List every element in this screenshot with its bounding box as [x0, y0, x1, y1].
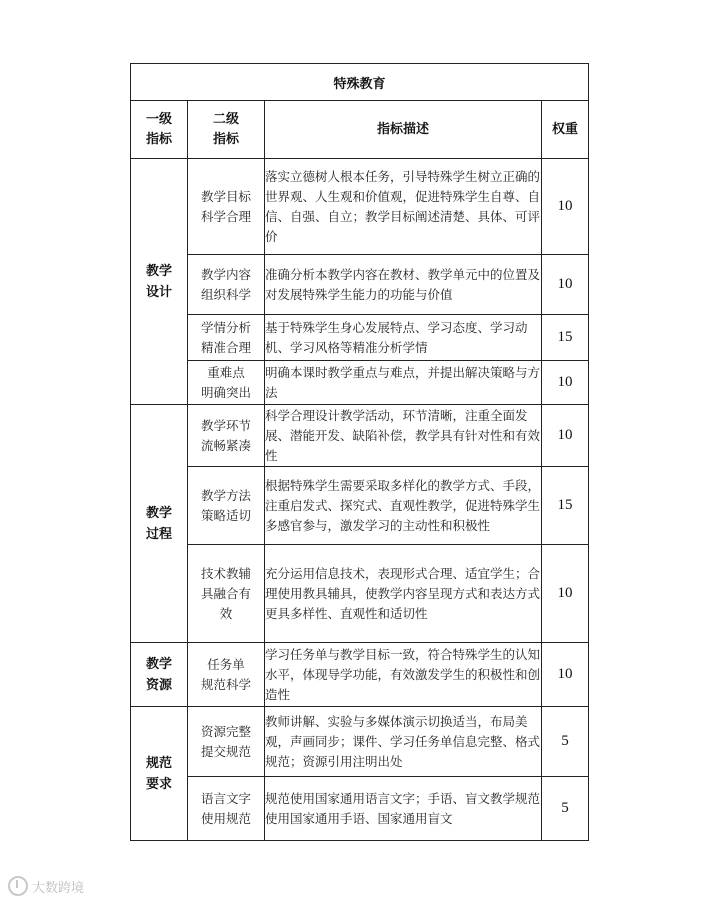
level2-indicator: 技术教辅 具融合有 效	[188, 545, 265, 643]
indicator-description: 教师讲解、实验与多媒体演示切换适当，布局美观，声画同步；课件、学习任务单信息完整、格式规范；资源引用注明出处	[265, 707, 542, 777]
level2-indicator: 语言文字 使用规范	[188, 777, 265, 841]
table-row	[131, 361, 589, 405]
weight-value: 5	[542, 707, 589, 777]
header-row	[131, 101, 589, 159]
level2-indicator: 任务单 规范科学	[188, 643, 265, 707]
indicator-description: 落实立德树人根本任务，引导特殊学生树立正确的世界观、人生观和价值观，促进特殊学生自尊、自信、自强、自立；教学目标阐述清楚、具体、可评价	[265, 159, 542, 255]
header-weight: 权重	[542, 101, 589, 159]
weight-value: 5	[542, 777, 589, 841]
weight-value: 10	[542, 643, 589, 707]
indicator-description: 准确分析本教学内容在教材、教学单元中的位置及对发展特殊学生能力的功能与价值	[265, 255, 542, 315]
level2-indicator: 教学目标 科学合理	[188, 159, 265, 255]
weight-value: 15	[542, 467, 589, 545]
indicator-description: 学习任务单与教学目标一致，符合特殊学生的认知水平，体现导学功能，有效激发学生的积极性和创造性	[265, 643, 542, 707]
weight-value: 10	[542, 255, 589, 315]
table-row	[131, 467, 589, 545]
header-level2: 二级 指标	[188, 101, 265, 159]
watermark-logo-icon	[8, 876, 28, 896]
table-row	[131, 707, 589, 777]
level2-indicator: 重难点 明确突出	[188, 361, 265, 405]
weight-value: 15	[542, 315, 589, 361]
table-row	[131, 643, 589, 707]
indicator-description: 根据特殊学生需要采取多样化的教学方式、手段，注重启发式、探究式、直观性教学，促进特殊学生多感官参与，激发学习的主动性和积极性	[265, 467, 542, 545]
indicator-description: 充分运用信息技术，表现形式合理、适宜学生；合理使用教具辅具，使教学内容呈现方式和表达方式更具多样性、直观性和适切性	[265, 545, 542, 643]
level2-indicator: 学情分析 精准合理	[188, 315, 265, 361]
weight-value: 10	[542, 159, 589, 255]
table-row	[131, 315, 589, 361]
level1-indicator: 教学 设计	[131, 159, 188, 405]
table-row	[131, 545, 589, 643]
indicator-description: 规范使用国家通用语言文字；手语、盲文教学规范使用国家通用手语、国家通用盲文	[265, 777, 542, 841]
watermark	[8, 876, 84, 896]
watermark-text: 大数跨境	[32, 880, 85, 896]
level2-indicator: 教学环节 流畅紧凑	[188, 405, 265, 467]
level2-indicator: 教学内容 组织科学	[188, 255, 265, 315]
level2-indicator: 教学方法 策略适切	[188, 467, 265, 545]
indicator-description: 科学合理设计教学活动，环节清晰，注重全面发展、潜能开发、缺陷补偿，教学具有针对性和有效性	[265, 405, 542, 467]
header-level1: 一级 指标	[131, 101, 188, 159]
table-title: 特殊教育	[131, 64, 589, 101]
indicator-description: 明确本课时教学重点与难点，并提出解决策略与方法	[265, 361, 542, 405]
header-description: 指标描述	[265, 101, 542, 159]
table-row	[131, 777, 589, 841]
table-row	[131, 255, 589, 315]
table-row	[131, 159, 589, 255]
weight-value: 10	[542, 405, 589, 467]
evaluation-table	[130, 63, 589, 841]
table-row	[131, 405, 589, 467]
weight-value: 10	[542, 545, 589, 643]
weight-value: 10	[542, 361, 589, 405]
level2-indicator: 资源完整 提交规范	[188, 707, 265, 777]
level1-indicator: 规范 要求	[131, 707, 188, 841]
indicator-description: 基于特殊学生身心发展特点、学习态度、学习动机、学习风格等精准分析学情	[265, 315, 542, 361]
level1-indicator: 教学 过程	[131, 405, 188, 643]
level1-indicator: 教学 资源	[131, 643, 188, 707]
